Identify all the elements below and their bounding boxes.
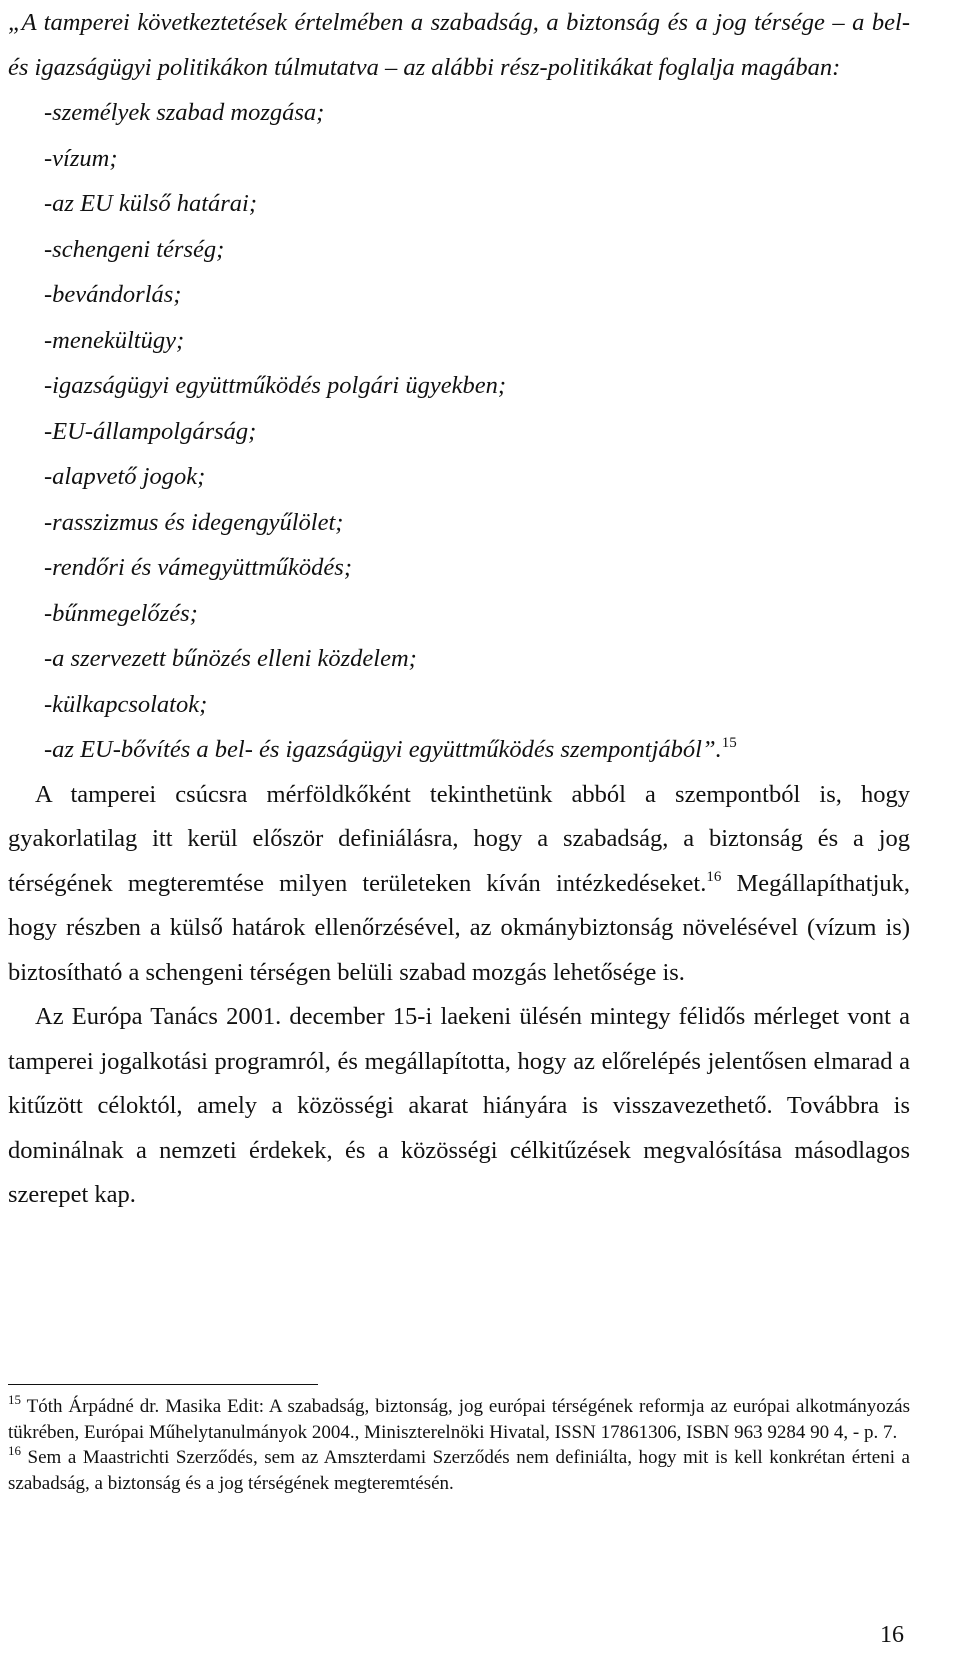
list-item: -az EU külső határai; <box>44 190 257 217</box>
list-item-text: -az EU-bővítés a bel- és igazságügyi együttműködés szempontjából”. <box>44 736 722 763</box>
document-page <box>8 0 910 1218</box>
list-item: -schengeni térség; <box>44 235 225 263</box>
list-item: -személyek szabad mozgása; <box>44 99 325 126</box>
footnote-15 <box>8 1394 910 1445</box>
footnotes <box>8 1394 910 1496</box>
list-item: -igazságügyi együttműködés polgári ügyekben; <box>44 372 506 399</box>
footnote-ref-16[interactable]: 16 <box>706 868 722 885</box>
list-item: -vízum; <box>44 144 118 172</box>
list-item: -alapvető jogok; <box>44 463 206 490</box>
footnote-16 <box>8 1445 910 1496</box>
paragraph-1-continuation: Megállapíthatjuk, hogy részben a külső határok ellenőrzésével, az okmánybiztonság növelésével (vízum is) biztosítható a schengeni térségen belüli szabad mozgás lehetősége is. <box>8 869 911 986</box>
quote-intro: „A tamperei következtetések értelmében a szabadság, a biztonság és a jog térsége – a bel- és igazságügyi politikákon túlmutatva – az alábbi rész-politikákat foglalja magában: <box>8 9 910 81</box>
body-paragraph-1 <box>8 773 910 996</box>
footnote-ref-15[interactable]: 15 <box>721 735 737 751</box>
paragraph-1-text: A tamperei csúcsra mérföldkőként tekinthetünk abból a szempontból is, hogy gyakorlatilag itt kerül először definiálásra, hogy a szabadság, a biztonság és a jog térségének megteremtése milyen területeken kíván intézkedéseket. <box>8 780 910 897</box>
quote-list <box>8 90 910 773</box>
list-item: -EU-állampolgárság; <box>44 417 257 445</box>
footnote-number: 16 <box>8 1443 21 1458</box>
list-item: -rasszizmus és idegengyűlölet; <box>44 508 344 536</box>
footnote-separator <box>8 1384 318 1385</box>
footnote-text: Sem a Maastrichti Szerződés, sem az Amszterdami Szerződés nem definiálta, hogy mit is kell konkrétan érteni a szabadság, a biztonság és a jog térségének megteremtésén. <box>8 1447 910 1494</box>
list-item-last <box>44 727 910 773</box>
footnote-text: Tóth Árpádné dr. Masika Edit: A szabadság, biztonság, jog európai térségének reformja az európai alkotmányozás tükrében, Európai Műhelytanulmányok 2004., Miniszterelnöki Hivatal, ISSN 17861306, ISBN 963 9284 90 4, - p. 7. <box>8 1396 910 1443</box>
body-paragraph-2: Az Európa Tanács 2001. december 15-i laekeni ülésén mintegy félidős mérleget vont a tamperei jogalkotási programról, és megállapította, hogy az előrelépés jelentősen elmarad a kitűzött céloktól, amely a közösségi akarat hiányára is visszavezethető. Továbbra is dominálnak a nemzeti érdekek, és a közösségi célkitűzések megvalósítása másodlagos szerepet kap. <box>8 1003 910 1208</box>
list-item: -külkapcsolatok; <box>44 690 208 718</box>
list-item: -bevándorlás; <box>44 281 182 308</box>
list-item: -a szervezett bűnözés elleni közdelem; <box>44 645 417 672</box>
list-item: -bűnmegelőzés; <box>44 599 198 627</box>
page-number: 16 <box>880 1622 904 1648</box>
list-item: -menekültügy; <box>44 326 185 354</box>
footnote-number: 15 <box>8 1392 21 1407</box>
list-item: -rendőri és vámegyüttműködés; <box>44 554 352 581</box>
